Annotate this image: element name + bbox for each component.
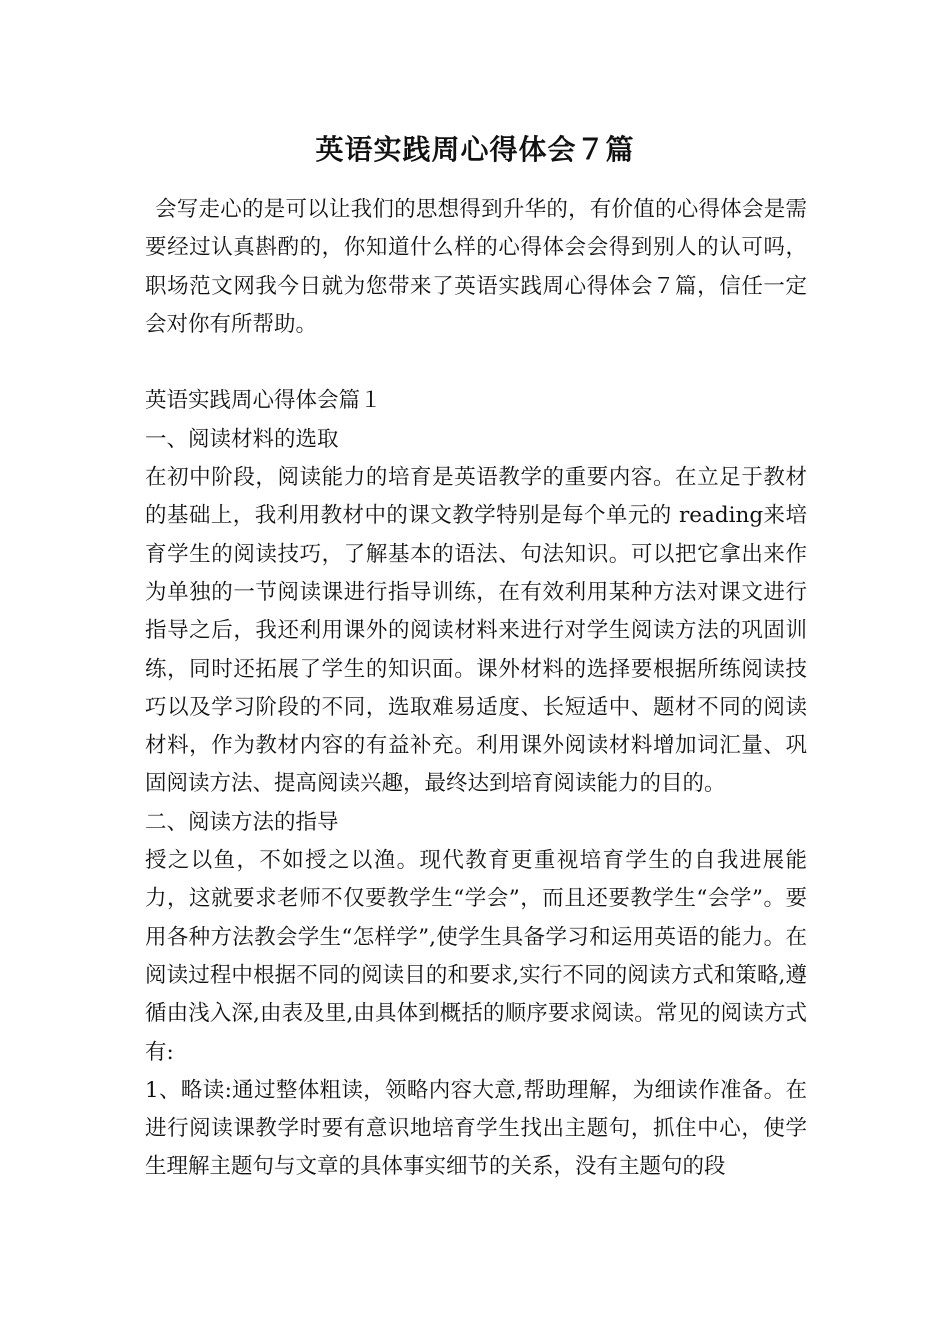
part2-paragraph: 授之以鱼，不如授之以渔。现代教育更重视培育学生的自我进展能力，这就要求老师不仅要教学生“学会”，而且还要教学生“会学”。要用各种方法教会学生“怎样学”,使学生具备学习和运用英语的能力。在阅读过程中根据不同的阅读目的和要求,实行不同的阅读方式和策略,遵循由浅入深,由表及里,由具体到概括的顺序要求阅读。常见的阅读方式有: (145, 848, 807, 1065)
document-body (145, 191, 807, 1187)
document-title: 英语实践周心得体会７篇 (315, 133, 635, 166)
part1-paragraph: 在初中阶段，阅读能力的培育是英语教学的重要内容。在立足于教材的基础上，我利用教材中的课文教学特别是每个单元的 reading来培育学生的阅读技巧，了解基本的语法、句法知识。可以把它拿出来作为单独的一节阅读课进行指导训练，在有效利用某种方法对课文进行指导之后，我还利用课外的阅读材料来进行对学生阅读方法的巩固训练，同时还拓展了学生的知识面。课外材料的选择要根据所练阅读技巧以及学习阶段的不同，选取难易适度、长短适中、题材不同的阅读材料，作为教材内容的有益补充。利用课外阅读材料增加词汇量、巩固阅读方法、提高阅读兴趣，最终达到培育阅读能力的目的。 (145, 465, 807, 797)
part1-heading: 一、阅读材料的选取 (145, 426, 339, 452)
section-title: 英语实践周心得体会篇１ (145, 388, 382, 414)
list-item-skimming: 1、略读:通过整体粗读，领略内容大意,帮助理解，为细读作准备。在进行阅读课教学时要有意识地培育学生找出主题句，抓住中心，使学生理解主题句与文章的具体事实细节的关系，没有主题句的段 (145, 1077, 807, 1180)
intro-paragraph: 会写走心的是可以让我们的思想得到升华的，有价值的心得体会是需要经过认真斟酌的，你知道什么样的心得体会会得到别人的认可吗，职场范文网我今日就为您带来了英语实践周心得体会７篇，信任一定会对你有所帮助。 (145, 197, 807, 337)
part2-heading: 二、阅读方法的指导 (145, 809, 339, 835)
paragraph-spacer (145, 344, 807, 382)
